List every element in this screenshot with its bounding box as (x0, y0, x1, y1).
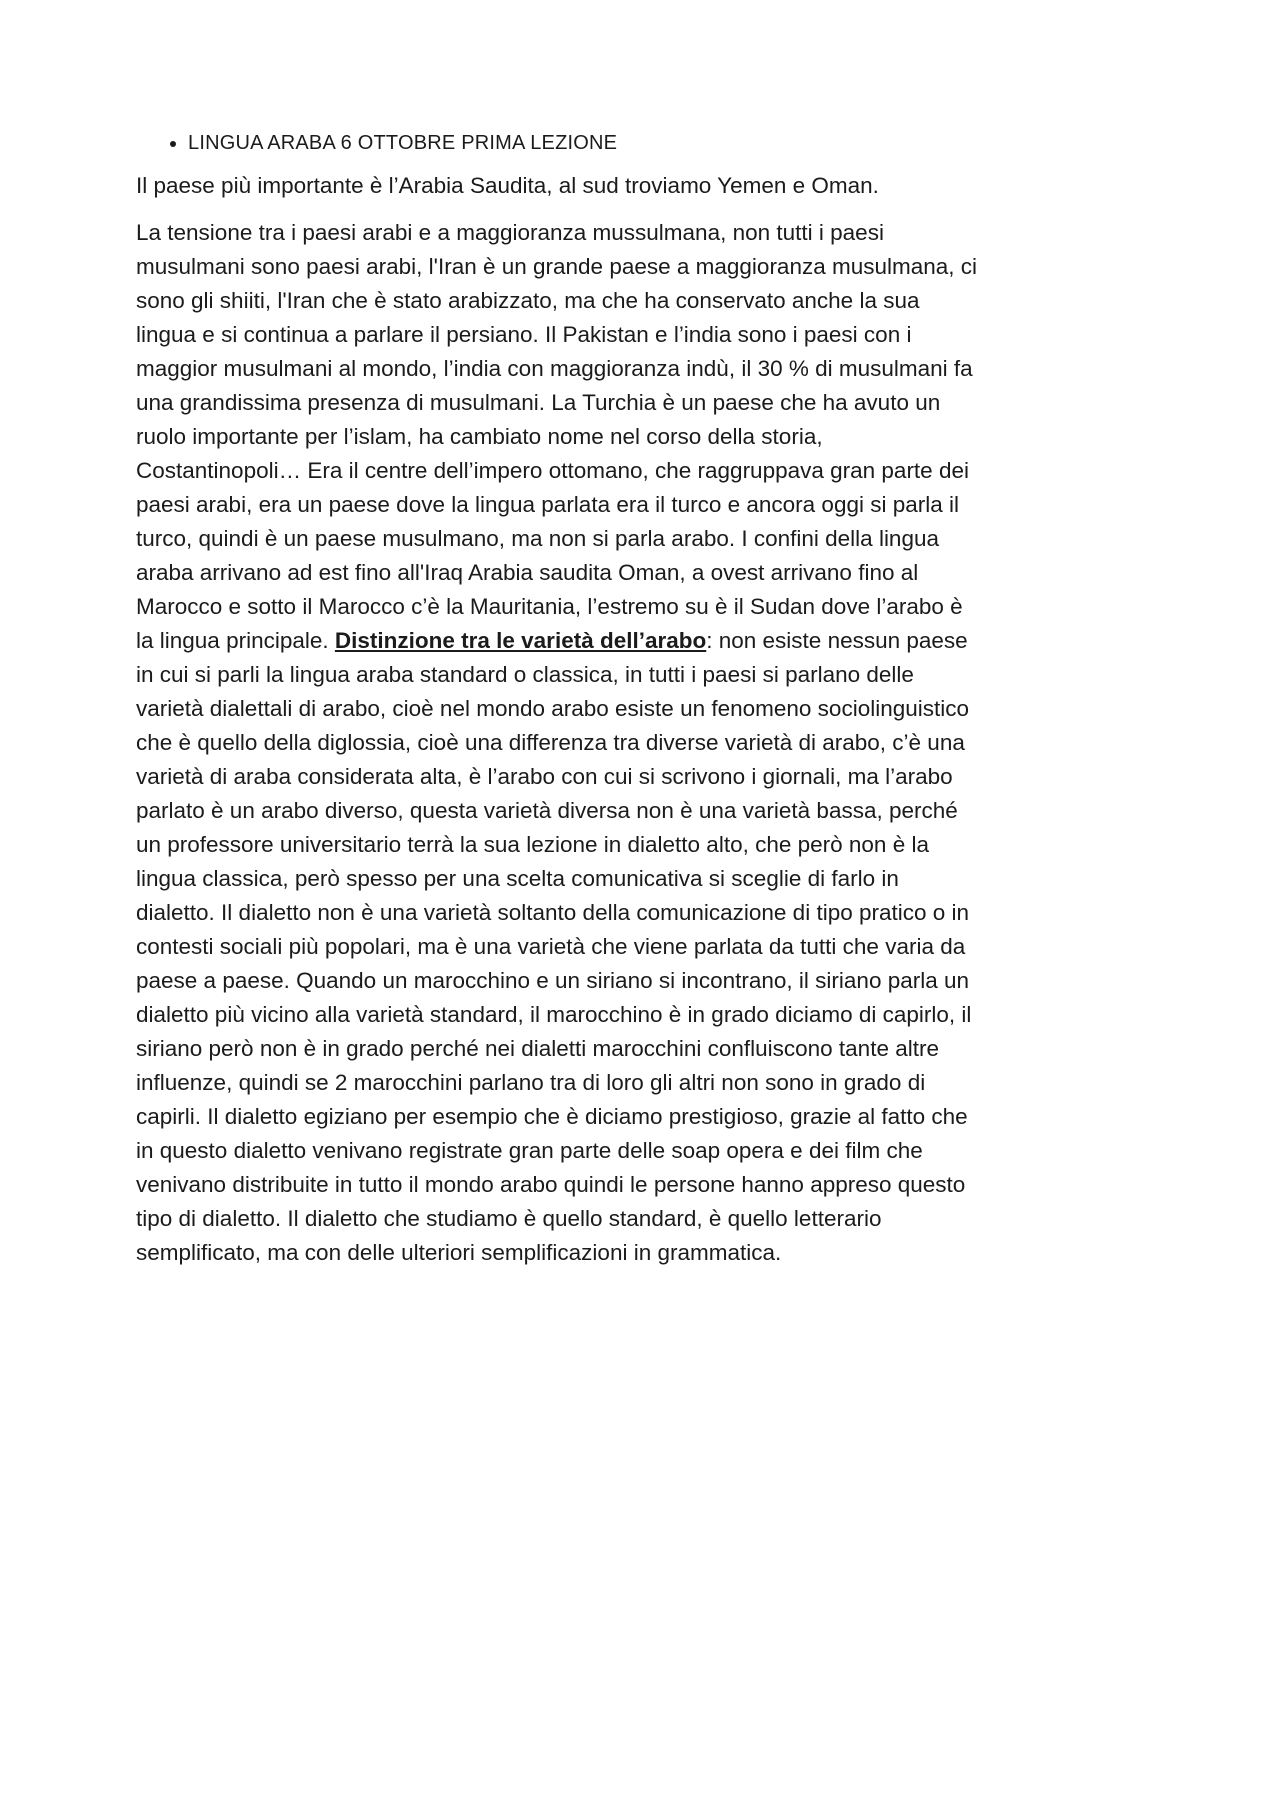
text-segment-normal: La tensione tra i paesi arabi e a maggioranza mussulmana, non tutti i paesi musulmani sono paesi arabi, l'Iran è un grande paese a maggioranza musulmana, ci sono gli shiiti, l'Iran che è stato arabizzato, ma che ha conservato anche la sua lingua e si continua a parlare il persiano. Il Pakistan e l’india sono i paesi con i maggior musulmani al mondo, l’india con maggioranza indù, il 30 % di musulmani fa una grandissima presenza di musulmani. La Turchia è un paese che ha avuto un ruolo importante per l’islam, ha cambiato nome nel corso della storia, Costantinopoli… Era il centre dell’impero ottomano, che raggruppava gran parte dei paesi arabi, era un paese dove la lingua parlata era il turco e ancora oggi si parla il turco, quindi è un paese musulmano, ma non si parla arabo. I confini della lingua araba arrivano ad est fino all'Iraq Arabia saudita Oman, a ovest arrivano fino al Marocco e sotto il Marocco c’è la Mauritania, l’estremo su è il Sudan dove l’arabo è la lingua principale. (136, 220, 978, 653)
paragraph-intro: Il paese più importante è l’Arabia Saudita, al sud troviamo Yemen e Oman. (136, 173, 879, 198)
lecture-title: • LINGUA ARABA 6 OTTOBRE PRIMA LEZIONE (188, 130, 981, 157)
paragraph-body (136, 216, 981, 1270)
text-segment-normal: : non esiste nessun paese in cui si parli la lingua araba standard o classica, in tutti i paesi si parlano delle varietà dialettali di arabo, cioè nel mondo arabo esiste un fenomeno sociolinguistico che è quello della diglossia, cioè una differenza tra diverse varietà di arabo, c’è una varietà di araba considerata alta, è l’arabo con cui si scrivono i giornali, ma l’arabo parlato è un arabo diverso, questa varietà diversa non è una varietà bassa, perché un professore universitario terrà la sua lezione in dialetto alto, che però non è la lingua classica, però spesso per una scelta comunicativa si sceglie di farlo in dialetto. Il dialetto non è una varietà soltanto della comunicazione di tipo pratico o in contesti sociali più popolari, ma è una varietà che viene parlata da tutti che varia da paese a paese. Quando un marocchino e un siriano si incontrano, il siriano parla un dialetto più vicino alla varietà standard, il marocchino è in grado diciamo di capirlo, il siriano però non è in grado perché nei dialetti marocchini confluiscono tante altre influenze, quindi se 2 marocchini parlano tra di loro gli altri non sono in grado di capirli. Il dialetto egiziano per esempio che è diciamo prestigioso, grazie al fatto che in questo dialetto venivano registrate gran parte delle soap opera e dei film che venivano distribuite in tutto il mondo arabo quindi le persone hanno appreso questo tipo di dialetto. Il dialetto che studiamo è quello standard, è quello letterario semplificato, ma con delle ulteriori semplificazioni in grammatica. (136, 628, 972, 1265)
document-content (136, 130, 981, 1283)
text-segment-bold-underline: Distinzione tra le varietà dell’arabo (334, 628, 707, 653)
lecture-title-list (136, 130, 981, 157)
